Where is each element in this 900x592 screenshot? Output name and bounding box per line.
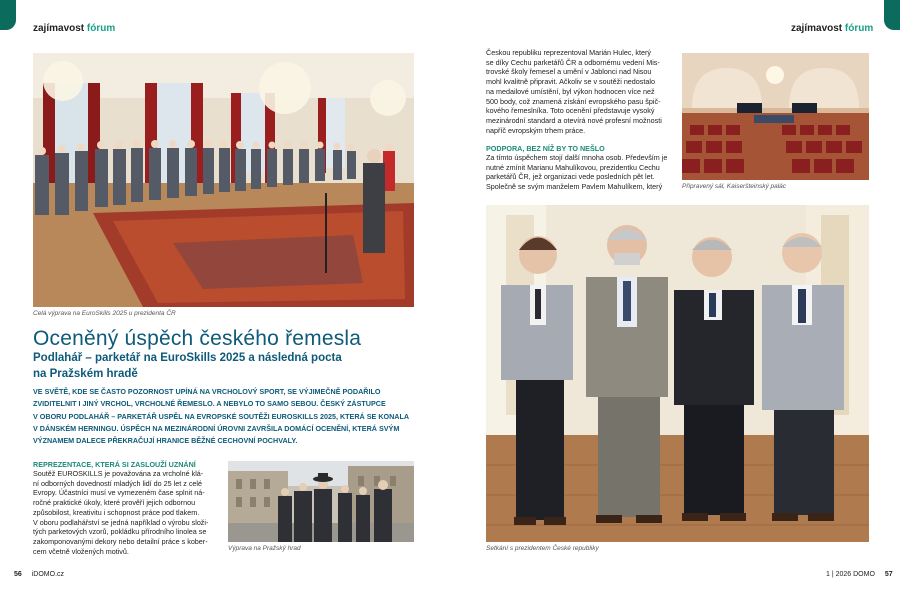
lead-line: VÝZNAMEM DALECE PŘEKRAČUJÍ HRANICE BĚŽNÉ CECHOVNÍ POCHVALY. — [33, 436, 298, 446]
lead-line: VE SVĚTĚ, KDE SE ČASTO POZORNOST UPÍNÁ NA VRCHOLOVÝ SPORT, SE VÝJIMEČNĚ PODAŘILO — [33, 387, 381, 396]
body-line: Za tímto úspěchem stojí další mnoha osob. Především je — [486, 153, 668, 162]
body-line: způsobilost, kreativitu i schopnost práce pod tlakem. — [33, 507, 200, 517]
subhead-line: Podlahář – parketář na EuroSkills 2025 a následná pocta — [33, 352, 342, 364]
footer-right — [826, 571, 893, 578]
body-line: V oboru podlahářství se jedná například o výrobu složi- — [33, 517, 209, 527]
subhead-line: na Pražském hradě — [33, 368, 138, 380]
section-tag-left — [33, 23, 115, 34]
page-number-left: 56 — [14, 571, 22, 578]
body-line: se díky Cechu parketářů ČR a odbornému vedení Mis- — [486, 57, 660, 67]
body-line: parketářů ČR, jež organizaci vede posledních pět let. — [486, 172, 655, 182]
body-line: cem včetně vložených motivů. — [33, 546, 129, 556]
section1-body — [33, 469, 217, 556]
photo-prepared-room — [682, 53, 869, 180]
section-tag-main: zajímavost — [791, 23, 843, 34]
body-line: zakomponovanými dekory nebo detailní práce s kober- — [33, 536, 208, 546]
lead-line: V DÁNSKÉM HERNINGU. ÚSPĚCH NA MEZINÁRODNÍ ÚROVNI ZAVRŠILA DOMÁCÍ OCENĚNÍ, KTERÁ SVÝM — [33, 423, 400, 433]
footer-left — [14, 571, 64, 578]
section-heading-reprezentace: REPREZENTACE, KTERÁ SI ZASLOUŽÍ UZNÁNÍ — [33, 460, 196, 469]
photo-castle-visit — [228, 461, 414, 542]
body-line: Českou republiku reprezentoval Marián Hulec, který — [486, 48, 651, 57]
section-tag-main: zajímavost — [33, 23, 85, 34]
body-line: Společně se svým manželem Pavlem Mahulíkem, který — [486, 182, 663, 192]
body-line: napříč evropským trhem práce. — [486, 125, 586, 135]
body-line: Evropy. Účastníci musí ve vymezeném čase splnit ná- — [33, 488, 205, 498]
section2-body — [486, 153, 672, 192]
right-column-body — [486, 48, 672, 135]
caption-president-meeting: Setkání s prezidentem České republiky — [486, 545, 599, 552]
footer-issue: 1 | 2026 DOMO — [826, 571, 875, 578]
article-headline: Oceněný úspěch českého řemesla — [33, 327, 362, 350]
section-tag-accent: fórum — [86, 23, 116, 34]
caption-palace-hall: Celá výprava na EuroSkills 2025 u prezidenta ČR — [33, 310, 176, 317]
lead-line: ZVIDITELNIT I JINÝ VRCHOL, VRCHOLNÉ ŘEMESLO. A NEBYLO TO SAMO SEBOU. ČESKÝ ZÁSTUPCE — [33, 399, 386, 409]
section-heading-podpora: PODPORA, BEZ NÍŽ BY TO NEŠLO — [486, 144, 605, 153]
body-line: mezinárodní standard a otevírá nové profesní možnosti — [486, 115, 662, 125]
caption-prepared-room: Připravený sál, Kaiseršteinský palác — [682, 183, 787, 190]
lead-line: V OBORU PODLAHÁŘ – PARKETÁŘ USPĚL NA EVROPSKÉ SOUTĚŽI EUROSKILLS 2025, KTERÁ SE KONALA — [33, 411, 410, 421]
section-tag-accent: fórum — [844, 23, 874, 34]
body-line: ní odborných dovedností mladých lidí do 25 let z celé — [33, 478, 203, 488]
article-subhead — [33, 350, 393, 382]
body-line: nutné zmínit Marianu Mahulíkovou, prezidentku Cechu — [486, 162, 660, 172]
page-corner-tab-right — [884, 0, 900, 30]
body-line: trovské školy řemesel a umění v Jablonci nad Nisou — [486, 67, 652, 77]
photo-president-meeting — [486, 205, 869, 542]
photo-palace-hall — [33, 53, 414, 307]
article-lead — [33, 386, 411, 447]
page-number-right: 57 — [884, 571, 893, 578]
body-line: kového řemeslníka. Toto ocenění představuje vysoký — [486, 106, 655, 116]
body-line: ročné praktické úkoly, které prověří jejich odbornou — [33, 498, 196, 508]
section-tag-right — [791, 23, 873, 34]
body-line: 500 body, což znamená získání evropského pasu špič- — [486, 96, 661, 106]
caption-castle-visit: Výprava na Pražský hrad — [228, 545, 301, 552]
footer-site: iDOMO.cz — [31, 571, 65, 578]
body-line: tých parketových vzorů, pokládku přírodního linolea se — [33, 527, 207, 537]
body-line: mohl kvalitně připravit. Ačkoliv se v soutěži nedostalo — [486, 77, 655, 87]
page-corner-tab-left — [0, 0, 16, 30]
body-line: na medailové umístění, byl výkon hodnocen více než — [486, 86, 655, 96]
body-line: Soutěž EUROSKILLS je považována za vrcholné klá- — [33, 469, 204, 478]
